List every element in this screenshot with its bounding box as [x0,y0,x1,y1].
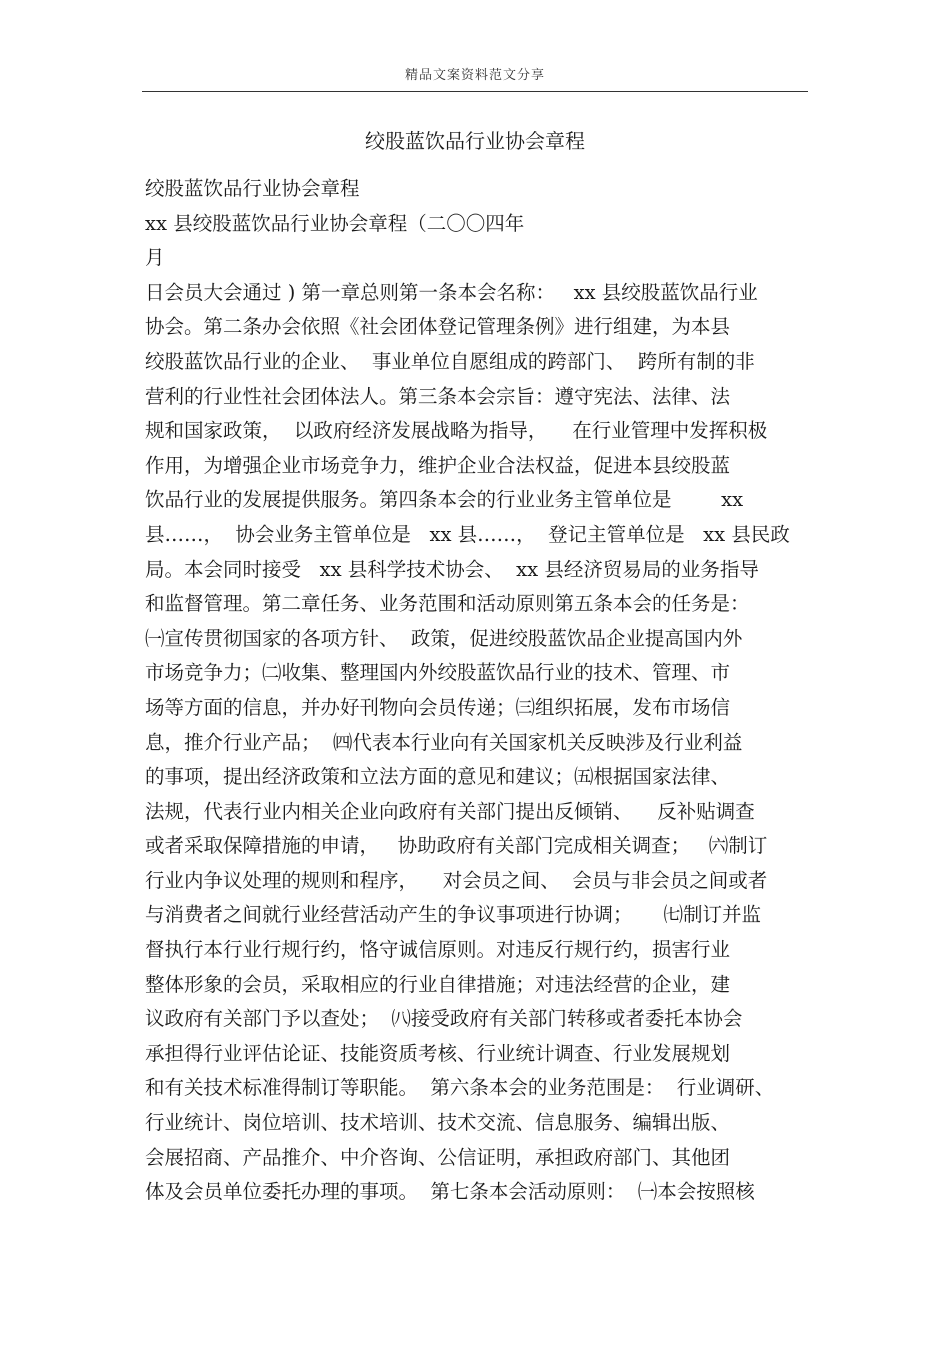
body-line: 营利的行业性社会团体法人。第三条本会宗旨：遵守宪法、法律、法 [145,384,731,408]
body-line: 督执行本行业行规行约，恪守诚信原则。对违反行规行约，损害行业 [145,938,731,962]
body-line: 行业内争议处理的规则和程序， 对会员之间、 会员与非会员之间或者 [145,868,768,892]
body-line: 法规，代表行业内相关企业向政府有关部门提出反倾销、 反补贴调查 [145,799,755,823]
body-line: 绞股蓝饮品行业的企业、 事业单位自愿组成的跨部门、 跨所有制的非 [145,349,755,373]
body-line: 的事项，提出经济政策和立法方面的意见和建议；㈤根据国家法律、 [145,765,731,789]
body-line: 场等方面的信息，并办好刊物向会员传递；㈢组织拓展，发布市场信 [145,695,731,719]
body-line: 局。本会同时接受 xx 县科学技术协会、 xx 县经济贸易局的业务指导 [145,557,759,581]
body-line: 月 [145,246,165,270]
body-line: 承担得行业评估论证、技能资质考核、行业统计调查、行业发展规划 [145,1041,731,1065]
body-line: 会展招商、产品推介、中介咨询、公信证明，承担政府部门、其他团 [145,1145,731,1169]
body-line: 行业统计、岗位培训、技术培训、技术交流、信息服务、编辑出版、 [145,1111,731,1135]
body-line: ㈠宣传贯彻国家的各项方针、 政策，促进绞股蓝饮品企业提高国内外 [145,626,743,650]
document-title: 绞股蓝饮品行业协会章程 [365,129,585,153]
body-line: 日会员大会通过 ) 第一章总则第一条本会名称： xx 县绞股蓝饮品行业 [145,280,758,304]
body-line: 息，推介行业产品； ㈣代表本行业向有关国家机关反映涉及行业利益 [145,730,743,754]
body-line: 绞股蓝饮品行业协会章程 [145,177,360,200]
body-line: 协会。第二条办会依照《社会团体登记管理条例》进行组建，为本县 [145,315,731,339]
body-line: 与消费者之间就行业经营活动产生的争议事项进行协调； ㈦制订并监 [145,903,761,927]
body-line: 体及会员单位委托办理的事项。 第七条本会活动原则： ㈠本会按照核 [145,1180,755,1204]
document-body [145,172,810,1210]
body-line: 整体形象的会员，采取相应的行业自律措施；对违法经营的企业，建 [145,972,731,996]
body-line: 作用，为增强企业市场竞争力，维护企业合法权益，促进本县绞股蓝 [145,453,731,477]
body-line: 或者采取保障措施的申请， 协助政府有关部门完成相关调查； ㈥制订 [145,834,768,858]
body-line: 和监督管理。第二章任务、业务范围和活动原则第五条本会的任务是： [145,592,750,616]
body-line: 县……， 协会业务主管单位是 xx 县……， 登记主管单位是 xx 县民政 [145,522,790,546]
body-line: 议政府有关部门予以查处； ㈧接受政府有关部门转移或者委托本协会 [145,1007,743,1031]
page-header-text: 精品文案资料范文分享 [404,68,545,83]
header-divider [142,91,808,92]
body-line: 规和国家政策， 以政府经济发展战略为指导， 在行业管理中发挥积极 [145,419,768,443]
body-line: 和有关技术标准得制订等职能。 第六条本会的业务范围是： 行业调研、 [145,1076,775,1100]
body-line: 市场竞争力；㈡收集、整理国内外绞股蓝饮品行业的技术、管理、市 [145,661,731,685]
body-line: 饮品行业的发展提供服务。第四条本会的行业业务主管单位是 xx [145,488,744,512]
body-line: xx 县绞股蓝饮品行业协会章程（二〇〇四年 [145,211,525,235]
